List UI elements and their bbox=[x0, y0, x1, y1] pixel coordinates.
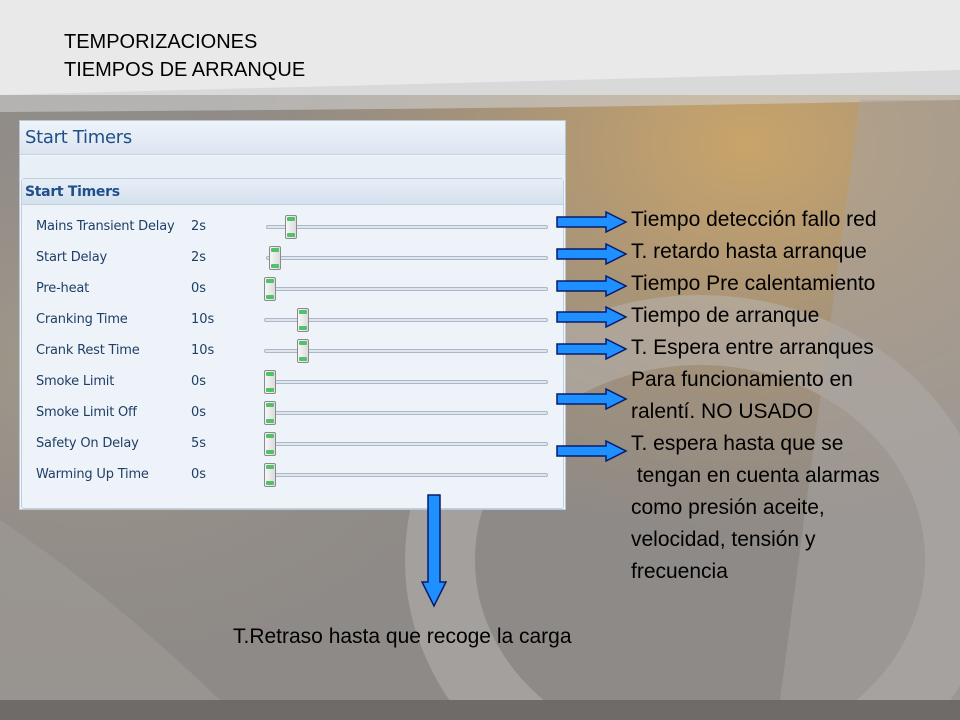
timer-row bbox=[22, 215, 563, 239]
timer-label: Start Delay bbox=[36, 250, 107, 265]
timer-label: Smoke Limit Off bbox=[36, 405, 137, 420]
slider-track[interactable] bbox=[264, 380, 548, 384]
timer-value: 2s bbox=[191, 219, 207, 234]
annotation-safety-line4: velocidad, tensión y bbox=[631, 528, 816, 551]
timer-label: Mains Transient Delay bbox=[36, 219, 175, 234]
slider-thumb[interactable] bbox=[264, 277, 276, 301]
annotation-mains-transient: Tiempo detección fallo red bbox=[631, 208, 877, 231]
slider-track[interactable] bbox=[264, 287, 548, 291]
timer-value: 0s bbox=[191, 405, 207, 420]
timer-row bbox=[22, 370, 563, 394]
arrow-right-icon bbox=[556, 338, 628, 360]
timer-row bbox=[22, 308, 563, 332]
timer-value: 5s bbox=[191, 436, 207, 451]
panel-toolbar-strip bbox=[20, 156, 565, 178]
group-title: Start Timers bbox=[25, 184, 120, 200]
slider-track[interactable] bbox=[266, 256, 548, 260]
timer-row bbox=[22, 339, 563, 363]
slider-thumb[interactable] bbox=[297, 308, 309, 332]
timer-label: Cranking Time bbox=[36, 312, 128, 327]
timer-label: Warming Up Time bbox=[36, 467, 149, 482]
timer-value: 0s bbox=[191, 467, 207, 482]
slider-thumb[interactable] bbox=[285, 215, 297, 239]
annotation-safety-line1: T. espera hasta que se bbox=[631, 432, 844, 455]
annotation-crank-rest: T. Espera entre arranques bbox=[631, 336, 874, 359]
arrow-right-icon bbox=[556, 243, 628, 265]
annotation-safety-line5: frecuencia bbox=[631, 560, 728, 583]
panel-header bbox=[20, 121, 565, 155]
arrow-right-icon bbox=[556, 211, 628, 233]
slide-title-line1: TEMPORIZACIONES bbox=[64, 31, 258, 53]
slider-thumb[interactable] bbox=[264, 401, 276, 425]
timer-value: 0s bbox=[191, 374, 207, 389]
annotation-warming-up: T.Retraso hasta que recoge la carga bbox=[233, 625, 572, 648]
arrow-down-icon bbox=[421, 494, 447, 608]
timer-label: Pre-heat bbox=[36, 281, 90, 296]
slider-thumb[interactable] bbox=[264, 370, 276, 394]
slide-title-line2: TIEMPOS DE ARRANQUE bbox=[64, 59, 306, 81]
start-timers-group bbox=[21, 178, 564, 509]
slider-thumb[interactable] bbox=[264, 463, 276, 487]
arrow-right-icon bbox=[556, 440, 628, 462]
timer-row bbox=[22, 401, 563, 425]
timer-row bbox=[22, 246, 563, 270]
timer-label: Crank Rest Time bbox=[36, 343, 140, 358]
arrow-right-icon bbox=[556, 306, 628, 328]
annotation-safety-line3: como presión aceite, bbox=[631, 496, 825, 519]
timer-value: 10s bbox=[191, 343, 215, 358]
slider-track[interactable] bbox=[264, 411, 548, 415]
annotation-smoke-line2: ralentí. NO USADO bbox=[631, 400, 814, 423]
start-timers-panel bbox=[19, 120, 566, 510]
slider-track[interactable] bbox=[264, 442, 548, 446]
annotation-start-delay: T. retardo hasta arranque bbox=[631, 240, 867, 263]
timer-label: Smoke Limit bbox=[36, 374, 115, 389]
group-header bbox=[22, 179, 563, 205]
annotation-preheat: Tiempo Pre calentamiento bbox=[631, 272, 876, 295]
annotation-smoke-line1: Para funcionamiento en bbox=[631, 368, 853, 391]
timer-value: 10s bbox=[191, 312, 215, 327]
slider-thumb[interactable] bbox=[269, 246, 281, 270]
timer-label: Safety On Delay bbox=[36, 436, 139, 451]
slider-thumb[interactable] bbox=[264, 432, 276, 456]
annotation-cranking: Tiempo de arranque bbox=[631, 304, 820, 327]
timer-row bbox=[22, 277, 563, 301]
timer-value: 0s bbox=[191, 281, 207, 296]
annotation-safety-line2: tengan en cuenta alarmas bbox=[631, 464, 880, 487]
slider-track[interactable] bbox=[266, 225, 548, 229]
timer-row bbox=[22, 432, 563, 456]
timer-value: 2s bbox=[191, 250, 207, 265]
slider-thumb[interactable] bbox=[297, 339, 309, 363]
slider-track[interactable] bbox=[264, 473, 548, 477]
arrow-right-icon bbox=[556, 388, 628, 410]
arrow-right-icon bbox=[556, 275, 628, 297]
timer-row bbox=[22, 463, 563, 487]
panel-title: Start Timers bbox=[25, 127, 132, 148]
